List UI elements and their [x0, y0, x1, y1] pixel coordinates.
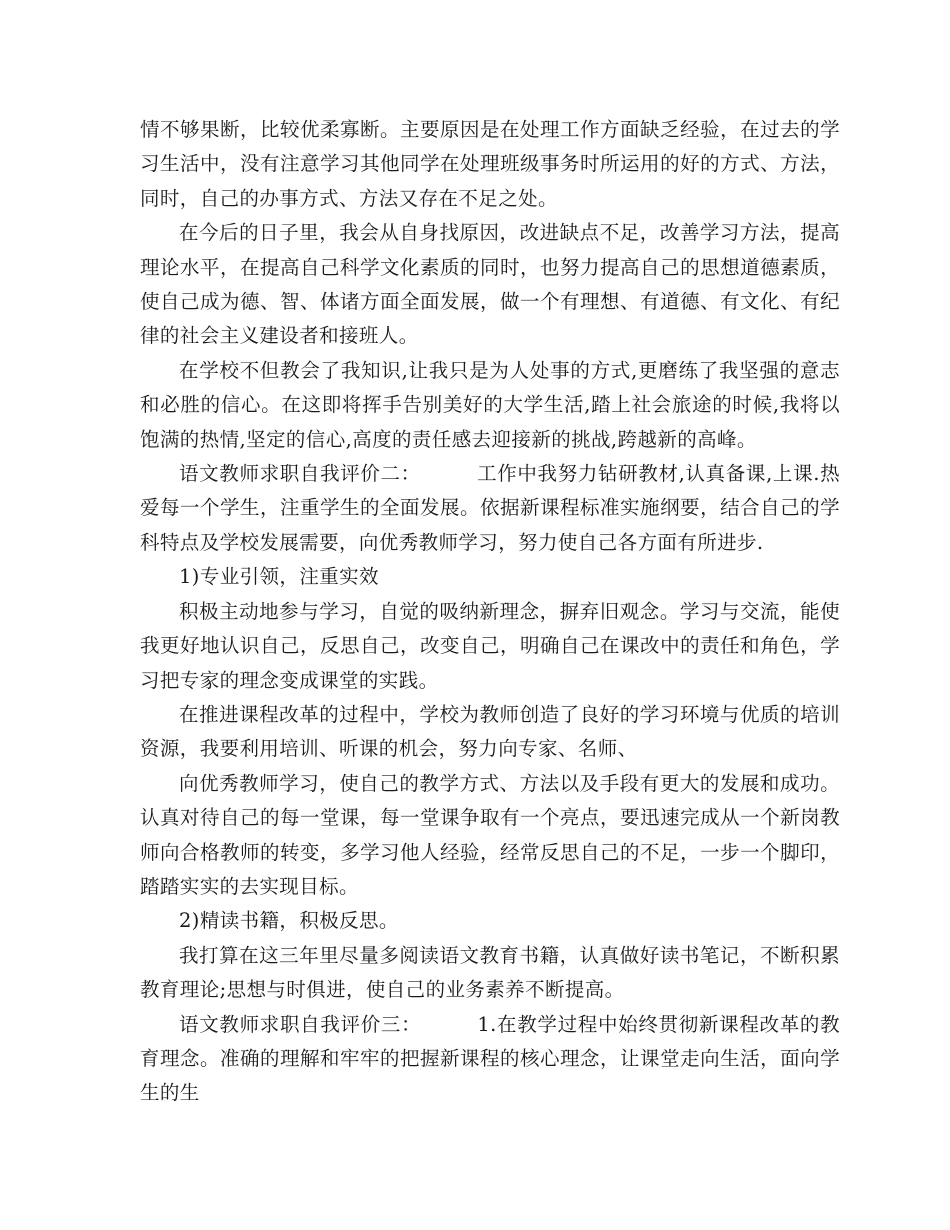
paragraph — [140, 354, 840, 457]
paragraph-text: 情不够果断，比较优柔寡断。主要原因是在处理工作方面缺乏经验，在过去的学习生活中，没有注意学习其他同学在处理班级事务时所运用的好的方式、方法，同时，自己的办事方式、方法又存在不足之处。 — [140, 118, 840, 210]
paragraph-text: 在推进课程改革的过程中，学校为教师创造了良好的学习环境与优质的培训资源，我要利用培训、听课的机会，努力向专家、名师、 — [140, 702, 840, 761]
section-heading: 语文教师求职自我评价三： — [179, 1012, 422, 1036]
paragraph — [140, 939, 840, 1008]
paragraph-text: 2)精读书籍，积极反思。 — [179, 909, 399, 933]
paragraph-text: 1)专业引领，注重实效 — [179, 565, 379, 589]
paragraph-text: 1.在教学过程中始终贯彻新课程改革的教育理念。准确的理解和牢牢的把握新课程的核心理念，让课堂走向生活，面向学生的生 — [140, 1012, 840, 1105]
paragraph — [140, 216, 840, 354]
paragraph-text: 在学校不但教会了我知识,让我只是为人处事的方式,更磨练了我坚强的意志和必胜的信心。在这即将挥手告别美好的大学生活,踏上社会旅途的时候,我将以饱满的热情,坚定的信心,高度的责任感去迎接新的挑战,跨越新的高峰。 — [140, 358, 840, 451]
paragraph — [140, 767, 840, 905]
paragraph-text: 在今后的日子里，我会从自身找原因，改进缺点不足，改善学习方法，提高理论水平，在提高自己科学文化素质的同时，也努力提高自己的思想道德素质，使自己成为德、智、体诸方面全面发展，做一个有理想、有道德、有文化、有纪律的社会主义建设者和接班人。 — [140, 221, 840, 348]
paragraph — [140, 595, 840, 698]
paragraph-text: 积极主动地参与学习，自觉的吸纳新理念，摒弃旧观念。学习与交流，能使我更好地认识自己，反思自己，改变自己，明确自己在课改中的责任和角色，学习把专家的理念变成课堂的实践。 — [140, 599, 840, 692]
paragraph — [140, 113, 840, 216]
paragraph-text: 工作中我努力钻研教材,认真备课,上课.热爱每一个学生，注重学生的全面发展。依据新课程标准实施纲要，结合自己的学科特点及学校发展需要，向优秀教师学习，努力使自己各方面有所进步. — [140, 462, 840, 554]
paragraph — [140, 698, 840, 767]
subheading — [140, 560, 840, 594]
document-body — [140, 113, 840, 1111]
subheading — [140, 904, 840, 938]
section-heading: 语文教师求职自我评价二： — [179, 462, 421, 486]
paragraph — [140, 1008, 840, 1111]
paragraph-text: 我打算在这三年里尽量多阅读语文教育书籍，认真做好读书笔记，不断积累教育理论;思想与时俱进，使自己的业务素养不断提高。 — [140, 943, 840, 1002]
paragraph — [140, 457, 840, 560]
paragraph-text: 向优秀教师学习，使自己的教学方式、方法以及手段有更大的发展和成功。认真对待自己的每一堂课，每一堂课争取有一个亮点，要迅速完成从一个新岗教师向合格教师的转变，多学习他人经验，经常反思自己的不足，一步一个脚印，踏踏实实的去实现目标。 — [140, 771, 840, 898]
